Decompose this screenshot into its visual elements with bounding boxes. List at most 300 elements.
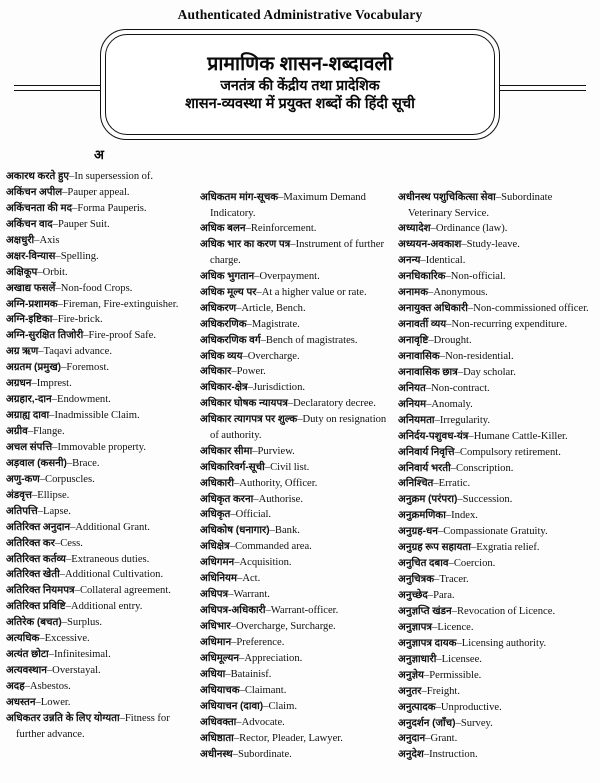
entry-hindi-term: अधिया [200, 668, 226, 680]
entry-hindi-term: अतिरिक्त खेती [6, 569, 60, 581]
entry-hindi-term: अनुतर [398, 685, 422, 697]
entry-hindi-term: अधिकार-क्षेत्र [200, 382, 248, 394]
entry-separator-dash: – [52, 441, 58, 453]
title-cartouche-inner-border [105, 34, 495, 135]
entry-hindi-term: अधिकतर उन्नति के लिए योग्यता [6, 712, 120, 724]
entry-hindi-term: अनुज्ञप्ति खंडन [398, 605, 452, 617]
entry-hindi-term: अनिश्चित [398, 478, 434, 490]
entry-english-gloss: Authority, Officer. [239, 477, 318, 489]
entry-list-2 [200, 169, 394, 762]
entry-hindi-term: अधिष्ठाता [200, 732, 234, 744]
letter-section-heading: अ [94, 147, 104, 162]
vocabulary-entry [6, 536, 196, 552]
entry-hindi-term: अनुज्ञापत्र [398, 621, 433, 633]
entry-separator-dash: – [265, 605, 271, 617]
entry-separator-dash: – [57, 298, 63, 310]
entry-hindi-term: अनुचित्रक [398, 574, 435, 586]
entry-english-gloss: Non-contract. [431, 382, 490, 394]
entry-hindi-term: अतिरेक (बचत) [6, 617, 62, 629]
entry-hindi-term: अग्नि-सुरक्षित तिजोरी [6, 330, 84, 342]
vocabulary-entry [200, 333, 394, 349]
entry-separator-dash: – [31, 489, 38, 501]
vocabulary-entry [6, 201, 196, 217]
entry-separator-dash: – [83, 330, 89, 342]
entry-english-gloss: Appreciation. [244, 652, 303, 664]
entry-hindi-term: अत्यवस्थान [6, 665, 47, 677]
entry-hindi-term: अनुचित दबाव [398, 558, 449, 570]
vocabulary-entry [6, 456, 196, 472]
entry-separator-dash: – [61, 617, 68, 629]
entry-english-gloss: Brace. [72, 457, 100, 469]
entry-separator-dash: – [450, 462, 457, 474]
vocabulary-entry [200, 444, 394, 460]
entry-separator-dash: – [455, 717, 461, 729]
vocabulary-entry [398, 190, 594, 221]
vocabulary-entry [398, 253, 594, 269]
vocabulary-entry [398, 524, 594, 540]
entry-separator-dash: – [233, 732, 240, 744]
entry-separator-dash: – [425, 733, 431, 745]
vocabulary-entry [6, 599, 196, 615]
entry-hindi-term: अखाद्य फसलें [6, 282, 56, 294]
entry-hindi-term: अधिक मूल्य पर [200, 286, 257, 298]
vocabulary-entry [398, 652, 594, 668]
entry-separator-dash: – [242, 350, 248, 362]
entry-hindi-term: अनुग्रह रूप सहायता [398, 542, 471, 554]
entry-hindi-term: अतिरिक्त कर [6, 537, 55, 549]
entry-separator-dash: – [495, 192, 502, 203]
entry-hindi-term: अधिकार सीमा [200, 445, 253, 457]
entry-separator-dash: – [457, 366, 464, 378]
entry-separator-dash: – [72, 202, 78, 214]
entry-separator-dash: – [433, 478, 439, 490]
entry-english-gloss: Lapse. [43, 505, 71, 517]
entry-separator-dash: – [260, 334, 266, 346]
entry-english-gloss: Tracer. [439, 574, 469, 586]
entry-hindi-term: अनुज्ञाधारी [398, 653, 437, 665]
vocabulary-entry [6, 376, 196, 392]
entry-english-gloss: Cess. [60, 537, 83, 549]
entry-english-gloss: Reinforcement. [250, 223, 317, 235]
vocabulary-entry [200, 460, 394, 476]
entry-english-gloss: Coercion. [453, 558, 496, 570]
entry-english-gloss: Immovable property. [57, 441, 146, 453]
entry-english-gloss: Anonymous. [433, 287, 488, 299]
entry-hindi-term: अतिरिक्त प्रविष्टि [6, 601, 66, 613]
entry-separator-dash: – [434, 574, 440, 586]
entry-english-gloss: Foremost. [66, 362, 110, 374]
vocabulary-entry [398, 492, 594, 508]
entry-separator-dash: – [74, 585, 80, 597]
vocabulary-entry [398, 317, 594, 333]
entry-hindi-term: अधस्तन [6, 696, 36, 708]
entry-separator-dash: – [39, 633, 45, 645]
entry-hindi-term: अणु-कण [6, 473, 40, 485]
entry-hindi-term: अधिमूल्यन [200, 652, 240, 664]
entry-separator-dash: – [436, 653, 442, 665]
entry-english-gloss: Endowment. [56, 394, 111, 406]
entry-english-gloss: Subordinate. [237, 748, 292, 760]
entry-separator-dash: – [421, 685, 427, 697]
entry-english-gloss: Collateral agreement. [79, 585, 171, 597]
entry-english-gloss: Study-leave. [466, 239, 520, 251]
vocabulary-entry [398, 365, 594, 381]
entry-separator-dash: – [38, 346, 44, 358]
entry-english-gloss: Overcharge. [247, 350, 300, 362]
vocabulary-entry [398, 349, 594, 365]
vocabulary-entry [200, 412, 394, 443]
entry-hindi-term: अधीनस्थ पशुचिकित्सा सेवा [398, 192, 496, 203]
entry-hindi-term: अनुत्पादक [398, 701, 436, 713]
entry-separator-dash: – [34, 234, 40, 246]
entry-english-gloss: At a higher value or rate. [261, 286, 367, 298]
vocabulary-entry [200, 380, 394, 396]
entry-hindi-term: अनधिकारिक [398, 271, 446, 283]
entry-english-gloss: Flange. [33, 426, 65, 437]
entry-hindi-term: अकिंचन अपील [6, 186, 63, 198]
entry-hindi-term: अग्नि-प्रशामक [6, 298, 58, 310]
entry-english-gloss: In supersession of. [74, 171, 154, 182]
entry-hindi-term: अनुज्ञापत्र दायक [398, 637, 457, 649]
entry-hindi-term: अनियम [398, 398, 427, 410]
vocabulary-entry [200, 476, 394, 492]
vocabulary-entry [6, 408, 196, 424]
entry-hindi-term: अधिक भुगतान [200, 270, 255, 282]
entry-hindi-term: अक्षर-विन्यास [6, 250, 56, 262]
vocabulary-entry [398, 747, 594, 763]
vocabulary-entry [6, 424, 196, 440]
entry-separator-dash: – [231, 636, 237, 648]
entry-english-gloss: Pauper Suit. [58, 218, 110, 230]
entry-separator-dash: – [234, 557, 240, 569]
entry-separator-dash: – [253, 493, 259, 505]
vocabulary-entry [6, 185, 196, 201]
entry-hindi-term: अग्नि-इष्टिका [6, 314, 53, 326]
entry-hindi-term: अनुच्छेद [398, 590, 428, 602]
entry-list-3 [398, 169, 594, 763]
entry-separator-dash: – [65, 553, 72, 565]
entry-separator-dash: – [290, 239, 296, 251]
entry-hindi-term: अधिकार घोषक न्यायपत्र [200, 398, 288, 410]
entry-hindi-term: अकिंचन वाद [6, 218, 53, 230]
entry-separator-dash: – [37, 505, 43, 517]
entry-english-gloss: Orbit. [42, 266, 68, 278]
entry-separator-dash: – [52, 314, 58, 326]
vocabulary-entry [6, 647, 196, 663]
entry-english-gloss: Acquisition. [239, 557, 292, 569]
entry-english-gloss: Claim. [268, 700, 297, 712]
entry-english-gloss: Authorise. [258, 493, 303, 505]
vocabulary-entry [6, 217, 196, 233]
entry-english-gloss: Asbestos. [29, 681, 71, 692]
entry-hindi-term: अनन्य [398, 255, 421, 267]
entry-hindi-term: अधिकरणिक [200, 318, 247, 330]
vocabulary-entry [6, 344, 196, 360]
entry-hindi-term: अग्रतम (प्रमुख) [6, 362, 62, 374]
entry-separator-dash: – [48, 649, 54, 661]
entry-hindi-term: अधिवक्ता [200, 716, 237, 728]
entry-separator-dash: – [457, 494, 463, 506]
entry-hindi-term: अधिकार [200, 366, 232, 378]
entry-hindi-term: अनुक्रम (परंपरा) [398, 494, 458, 506]
entry-english-gloss: Non-recurring expenditure. [451, 319, 568, 331]
entry-separator-dash: – [435, 701, 441, 713]
entry-hindi-term: अक्षधुरी [6, 234, 35, 246]
entry-english-gloss: Batainisf. [230, 668, 272, 680]
vocabulary-entry [200, 507, 394, 523]
title-cartouche-outer-border [100, 29, 500, 140]
vocabulary-entry [6, 567, 196, 583]
entry-separator-dash: – [263, 700, 269, 712]
masthead-rule-right [494, 85, 586, 91]
entry-separator-dash: – [245, 223, 251, 235]
entry-english-gloss: Official. [235, 509, 272, 521]
entry-hindi-term: अधिपत्र-अधिकारी [200, 605, 266, 617]
entry-english-gloss: Bank. [274, 525, 300, 537]
vocabulary-entry [398, 381, 594, 397]
entry-english-gloss: Civil list. [270, 461, 310, 473]
vocabulary-entry [200, 667, 394, 683]
vocabulary-entry [398, 716, 594, 732]
entry-hindi-term: अग्र ऋण [6, 346, 39, 358]
vocabulary-entry [200, 237, 394, 268]
entry-separator-dash: – [237, 573, 243, 585]
vocabulary-entry [200, 364, 394, 380]
entry-separator-dash: – [448, 558, 454, 570]
entry-hindi-term: अग्राह्य दावा [6, 410, 50, 422]
entry-hindi-term: अनामक [398, 287, 429, 299]
vocabulary-entry [398, 540, 594, 556]
entry-hindi-term: अकिंचनता की मद [6, 202, 73, 214]
entry-separator-dash: – [437, 526, 444, 538]
entry-hindi-term: अनुदेश [398, 749, 424, 761]
vocabulary-entry [200, 221, 394, 237]
vocabulary-entry [398, 461, 594, 477]
vocabulary-entry [6, 711, 196, 742]
entry-hindi-term: अनुदर्शन (जाँच) [398, 717, 456, 729]
entry-hindi-term: अंडवृत्त [6, 489, 32, 501]
vocabulary-entry [200, 635, 394, 651]
entry-separator-dash: – [239, 684, 245, 696]
entry-hindi-term: अनावासिक छात्र [398, 366, 458, 378]
entry-hindi-term: अधिक बलन [200, 223, 246, 235]
entry-english-gloss: Licensee. [441, 653, 482, 665]
vocabulary-entry [398, 237, 594, 253]
entry-english-gloss: Unproductive. [440, 701, 502, 713]
entry-english-gloss: Fire-brick. [57, 314, 103, 326]
vocabulary-entry [6, 695, 196, 711]
entry-english-gloss: Act. [242, 573, 261, 585]
entry-separator-dash: – [234, 477, 240, 489]
vocabulary-entry [398, 285, 594, 301]
entry-separator-dash: – [31, 378, 37, 390]
entry-english-gloss: Excessive. [44, 633, 90, 645]
entry-separator-dash: – [225, 668, 231, 680]
entry-hindi-term: अतिपत्ति [6, 505, 38, 517]
entry-english-gloss: Non-official. [450, 271, 506, 283]
entry-separator-dash: – [231, 366, 237, 378]
entry-english-gloss: Index. [451, 510, 478, 522]
entry-hindi-term: अध्ययन-अवकाश [398, 239, 462, 251]
entry-separator-dash: – [426, 398, 432, 410]
entry-hindi-term: अधियाचन (दावा) [200, 700, 264, 712]
entry-separator-dash: – [65, 601, 71, 613]
entry-separator-dash: – [51, 394, 57, 406]
vocabulary-entry [398, 636, 594, 652]
entry-hindi-term: अधिक भार का करण पत्र [200, 239, 291, 251]
vocabulary-entry [398, 588, 594, 604]
entry-separator-dash: – [236, 302, 242, 314]
entry-separator-dash: – [425, 382, 432, 394]
entry-english-gloss: Additional entry. [70, 601, 143, 613]
vocabulary-entry [200, 731, 394, 747]
entry-separator-dash: – [247, 382, 253, 394]
vocabulary-entry [6, 472, 196, 488]
page-subtitle-line-2: शासन-व्यवस्था में प्रयुक्त शब्दों की हिंदी सूची [185, 96, 415, 113]
entry-english-gloss: Non-residential. [445, 350, 514, 362]
entry-english-gloss: Erratic. [438, 478, 471, 490]
entry-separator-dash: – [246, 318, 252, 330]
entry-hindi-term: अनायुक्त अधिकारी [398, 303, 468, 315]
entry-hindi-term: अग्रधन [6, 378, 32, 390]
entry-hindi-term: अधीनस्थ [200, 748, 233, 760]
entry-english-gloss: Fireman, Fire-extinguisher. [62, 298, 179, 310]
entry-english-gloss: Ellipse. [37, 489, 70, 501]
entry-hindi-term: अत्यंत छोटा [6, 649, 49, 661]
entry-english-gloss: Conscription. [456, 462, 514, 474]
entry-hindi-term: अधिकोष (धनागार) [200, 525, 270, 537]
vocabulary-entry [6, 297, 196, 313]
vocabulary-entry [398, 301, 594, 317]
vocabulary-entry [398, 445, 594, 461]
vocabulary-entry [398, 684, 594, 700]
entry-english-gloss: Duty on resignation of authority. [210, 414, 387, 442]
vocabulary-entry [398, 221, 594, 237]
entry-separator-dash: – [61, 362, 67, 374]
entry-english-gloss: Commanded area. [234, 541, 312, 553]
entry-hindi-term: अधिकृत करना [200, 493, 254, 505]
entry-hindi-term: अधिकरणिक वर्ग [200, 334, 261, 346]
entry-separator-dash: – [252, 445, 258, 457]
entry-hindi-term: अकारथ करते हुए [6, 171, 70, 182]
entry-separator-dash: – [49, 410, 55, 422]
entry-separator-dash: – [470, 542, 477, 554]
entry-hindi-term: अधियाचक [200, 684, 240, 696]
entry-separator-dash: – [297, 414, 303, 426]
entry-separator-dash: – [446, 319, 452, 331]
entry-english-gloss: Drought. [433, 335, 472, 347]
entry-hindi-term: अधिकृत [200, 509, 231, 521]
entry-separator-dash: – [445, 271, 451, 283]
entry-separator-dash: – [59, 569, 66, 581]
vocabulary-entry [6, 504, 196, 520]
entry-english-gloss: Power. [236, 366, 266, 378]
masthead [0, 27, 600, 143]
entry-separator-dash: – [454, 446, 460, 458]
vocabulary-entry [200, 587, 394, 603]
entry-hindi-term: अधिक्षेत्र [200, 541, 230, 553]
entry-hindi-term: अधिकारी [200, 477, 234, 489]
entry-separator-dash: – [468, 430, 474, 442]
entry-english-gloss: Overcharge, Surcharge. [235, 621, 336, 633]
page-title: प्रामाणिक शासन-शब्दावली [207, 52, 393, 75]
entry-english-gloss: Maximum Demand Indicatory. [210, 192, 366, 219]
masthead-rule-left [14, 85, 106, 91]
vocabulary-column-1 [6, 169, 200, 742]
entry-english-gloss: Infinitesimal. [53, 649, 111, 661]
entry-hindi-term: अड़वाल (कसनी) [6, 457, 67, 469]
entry-hindi-term: अनिवार्य भरती [398, 462, 451, 474]
entry-separator-dash: – [264, 461, 271, 473]
entry-separator-dash: – [434, 414, 440, 426]
entry-separator-dash: – [439, 350, 446, 362]
vocabulary-entry [200, 492, 394, 508]
vocabulary-entry [398, 397, 594, 413]
entry-hindi-term: अधिगमन [200, 557, 235, 569]
entry-separator-dash: – [62, 186, 68, 198]
entry-english-gloss: Forma Pauperis. [77, 202, 147, 214]
entry-hindi-term: अतिरिक्त नियमपत्र [6, 585, 75, 597]
entry-english-gloss: Instruction. [429, 749, 478, 761]
entry-separator-dash: – [27, 426, 34, 437]
entry-english-gloss: Additional Cultivation. [65, 569, 164, 581]
entry-english-gloss: Grant. [430, 733, 458, 745]
vocabulary-entry [6, 249, 196, 265]
entry-hindi-term: अत्यधिक [6, 633, 40, 645]
vocabulary-entry [200, 555, 394, 571]
entry-hindi-term: अधिपत्र [200, 589, 229, 601]
entry-english-gloss: Revocation of Licence. [456, 605, 556, 617]
entry-english-gloss: Fitness for further advance. [16, 712, 170, 740]
vocabulary-entry [200, 269, 394, 285]
entry-separator-dash: – [278, 192, 284, 203]
entry-separator-dash: – [52, 218, 59, 230]
entry-separator-dash: – [467, 303, 474, 315]
entry-hindi-term: अनुज्ञेय [398, 669, 424, 681]
entry-separator-dash: – [37, 266, 43, 278]
entry-english-gloss: Rector, Pleader, Lawyer. [239, 732, 343, 744]
entry-english-gloss: Declaratory decree. [293, 398, 376, 410]
entry-separator-dash: – [46, 665, 53, 677]
vocabulary-entry [398, 508, 594, 524]
entry-hindi-term: अतिरिक्त अनुदान [6, 521, 71, 533]
entry-english-gloss: Axis [39, 234, 60, 246]
entry-separator-dash: – [239, 652, 245, 664]
vocabulary-entry [200, 317, 394, 333]
vocabulary-entry [398, 572, 594, 588]
entry-english-gloss: Irregularity. [439, 414, 491, 426]
vocabulary-entry [6, 631, 196, 647]
vocabulary-entry [398, 476, 594, 492]
entry-english-gloss: Compulsory retirement. [459, 446, 561, 458]
entry-separator-dash: – [236, 716, 242, 728]
entry-hindi-term: अनुग्रह-धन [398, 526, 438, 538]
entry-separator-dash: – [55, 282, 61, 294]
entry-english-gloss: Preference. [236, 636, 285, 648]
entry-separator-dash: – [420, 255, 426, 267]
entry-hindi-term: अधिकारिवर्ग-सूची [200, 461, 265, 473]
entry-separator-dash: – [256, 286, 262, 298]
entry-english-gloss: Advocate. [241, 716, 285, 728]
page-subtitle-line-1: जनतंत्र की केंद्रीय तथा प्रादेशिक [220, 77, 380, 94]
entry-english-gloss: Article, Bench. [241, 302, 306, 314]
entry-english-gloss: Warrant. [233, 589, 270, 601]
vocabulary-entry [398, 668, 594, 684]
entry-separator-dash: – [119, 712, 125, 724]
entry-separator-dash: – [39, 473, 46, 485]
entry-separator-dash: – [230, 621, 236, 633]
entry-english-gloss: Succession. [462, 494, 513, 506]
